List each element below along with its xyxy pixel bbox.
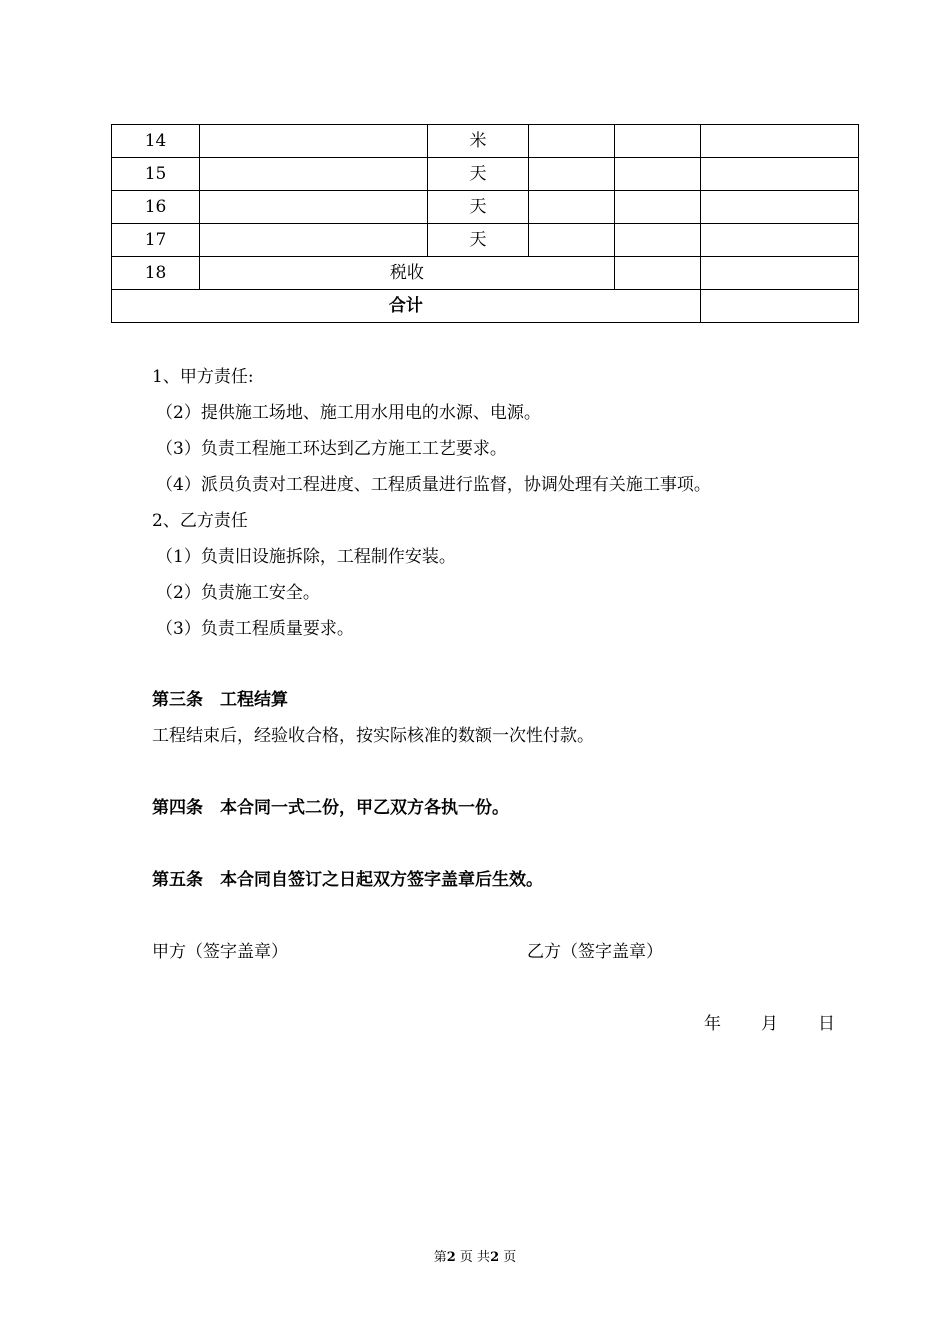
price-cell: [614, 257, 700, 290]
tax-row: [112, 257, 859, 290]
row-number: 17: [112, 224, 200, 257]
total-row: [112, 290, 859, 323]
price-cell: [614, 224, 700, 257]
article-3-title: 第三条 工程结算: [152, 690, 288, 710]
quantity-cell: [528, 191, 614, 224]
amount-cell: [700, 224, 858, 257]
amount-cell: [700, 257, 858, 290]
item-cell: [200, 191, 428, 224]
party-b-signature: 乙方（签字盖章）: [527, 942, 663, 962]
amount-cell: [700, 125, 858, 158]
party-a-heading: 1、甲方责任:: [152, 367, 254, 387]
article-5-title: 第五条 本合同自签订之日起双方签字盖章后生效。: [152, 870, 543, 890]
total-label: 合计: [112, 290, 701, 323]
price-cell: [614, 158, 700, 191]
amount-cell: [700, 191, 858, 224]
unit-cell: 天: [428, 158, 528, 191]
item-cell: [200, 158, 428, 191]
total-amount-cell: [700, 290, 858, 323]
table-row: [112, 191, 859, 224]
table-row: [112, 158, 859, 191]
quantity-cell: [528, 158, 614, 191]
unit-cell: 米: [428, 125, 528, 158]
article-4-title: 第四条 本合同一式二份，甲乙双方各执一份。: [152, 798, 509, 818]
page-number: 2: [446, 1250, 456, 1265]
party-b-item: （1）负责旧设施拆除，工程制作安装。: [156, 547, 456, 567]
party-a-signature: 甲方（签字盖章）: [152, 942, 288, 962]
amount-cell: [700, 158, 858, 191]
unit-cell: 天: [428, 224, 528, 257]
date-day: 日: [818, 1014, 835, 1034]
quantity-cell: [528, 224, 614, 257]
party-b-heading: 2、乙方责任: [152, 511, 248, 531]
date-line: [704, 1009, 835, 1034]
item-cell: [200, 125, 428, 158]
quantity-cell: [528, 125, 614, 158]
cost-table: [111, 124, 859, 323]
page-total: 2: [490, 1250, 500, 1265]
date-year: 年: [704, 1014, 721, 1034]
unit-cell: 天: [428, 191, 528, 224]
item-cell: [200, 224, 428, 257]
table-row: [112, 125, 859, 158]
row-number: 15: [112, 158, 200, 191]
article-3-body: 工程结束后，经验收合格，按实际核准的数额一次性付款。: [152, 726, 594, 746]
table-row: [112, 224, 859, 257]
row-number: 14: [112, 125, 200, 158]
date-month: 月: [761, 1014, 778, 1034]
row-number: 18: [112, 257, 200, 290]
party-b-item: （2）负责施工安全。: [156, 583, 320, 603]
row-number: 16: [112, 191, 200, 224]
party-a-item: （3）负责工程施工环达到乙方施工工艺要求。: [156, 439, 507, 459]
price-cell: [614, 125, 700, 158]
tax-label: 税收: [200, 257, 615, 290]
party-b-item: （3）负责工程质量要求。: [156, 619, 354, 639]
price-cell: [614, 191, 700, 224]
party-a-item: （2）提供施工场地、施工用水用电的水源、电源。: [156, 403, 541, 423]
party-a-item: （4）派员负责对工程进度、工程质量进行监督，协调处理有关施工事项。: [156, 475, 711, 495]
page-footer: 第2 页 共2 页: [433, 1250, 517, 1265]
